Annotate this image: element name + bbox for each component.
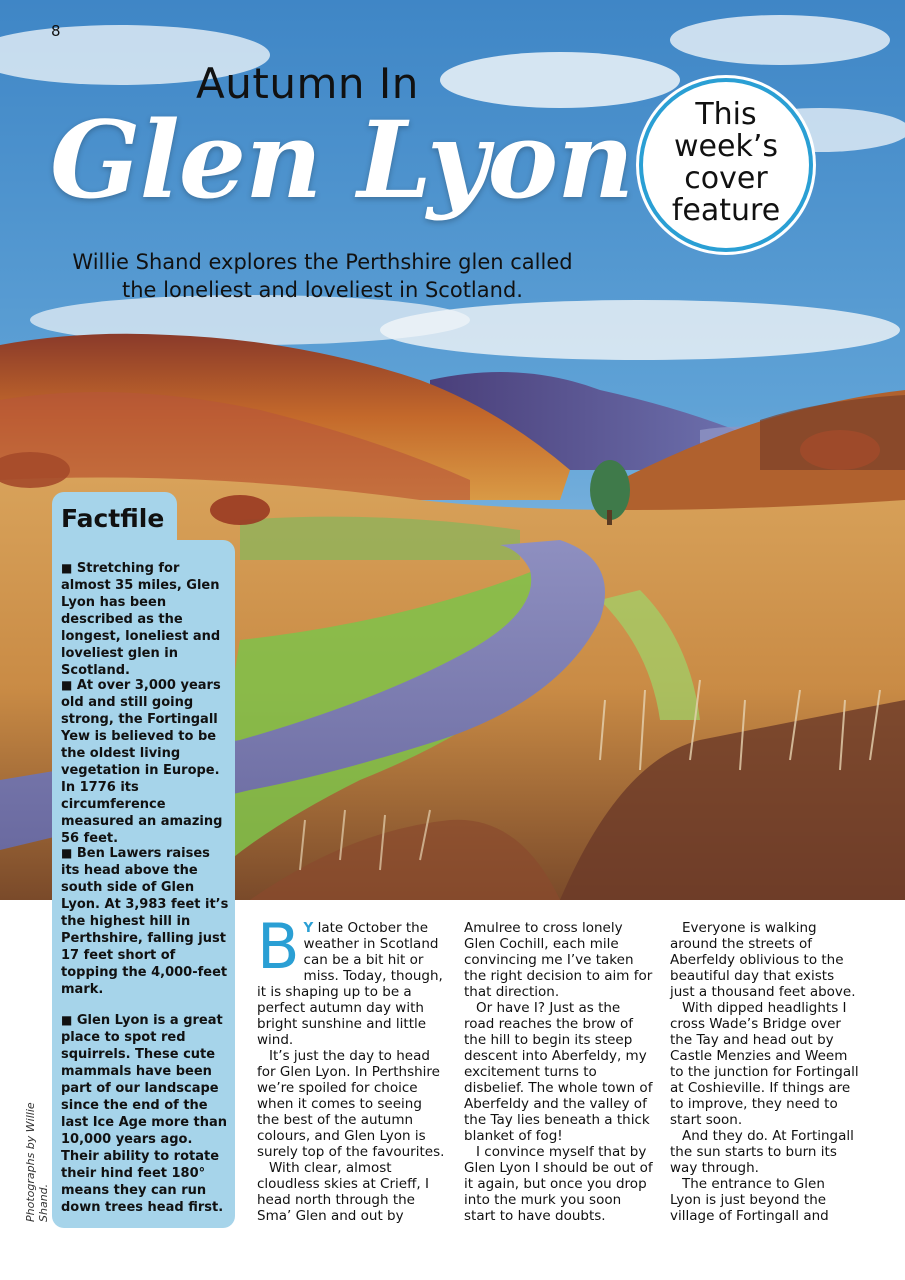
- standfirst-line-2: the loneliest and loveliest in Scotland.: [122, 278, 523, 302]
- fact-text: Ben Lawers raises its head above the south side of Glen Lyon. At 3,983 feet it’s the highest hill in Perthshire, falling just 17 feet short of topping the 4,000-feet mark.: [61, 846, 229, 997]
- standfirst: [50, 248, 595, 304]
- article-paragraph: [257, 910, 447, 1048]
- article-paragraph: With dipped headlights I cross Wade’s Bridge over the Tay and head out by Castle Menzies and Weem to the junction for Fortingall at Coshieville. If things are to improve, they need to start soon.: [670, 1000, 859, 1128]
- standfirst-line-1: Willie Shand explores the Perthshire glen called: [72, 250, 573, 274]
- article-paragraph: Amulree to cross lonely Glen Cochill, each mile convincing me I’ve taken the right decision to aim for that direction.: [464, 920, 653, 1000]
- article-paragraph: And they do. At Fortingall the sun starts to burn its way through.: [670, 1128, 854, 1176]
- page-number: 8: [51, 22, 61, 40]
- fact-item: [61, 560, 231, 679]
- article-paragraph: Everyone is walking around the streets of Aberfeldy oblivious to the beautiful day that exists just a thousand feet above.: [670, 920, 856, 1000]
- cover-feature-text: This week’s cover feature: [671, 97, 781, 228]
- article-text: late October the weather in Scotland can be a bit hit or miss. Today, though, it is shaping up to be a perfect autumn day with bright sunshine and little wind.: [257, 920, 443, 1048]
- fact-text: Stretching for almost 35 miles, Glen Lyon has been described as the longest, loneliest and loveliest glen in Scotland.: [61, 561, 221, 678]
- bullet-square-icon: ■: [61, 846, 73, 860]
- fact-text: At over 3,000 years old and still going strong, the Fortingall Yew is believed to be the oldest living vegetation in Europe. In 1776 its circumference measured an amazing 56 feet.: [61, 678, 223, 846]
- bullet-square-icon: ■: [61, 678, 73, 692]
- article-column-3: [670, 920, 860, 1224]
- page-title: Glen Lyon: [50, 97, 634, 222]
- drop-cap-tail: Y: [303, 920, 314, 936]
- article-paragraph: It’s just the day to head for Glen Lyon. In Perthshire we’re spoiled for choice when it comes to seeing the best of the autumn colours, and Glen Lyon is surely top of the favourites.: [257, 1048, 445, 1160]
- photo-credit: Photographs by Willie Shand.: [24, 1102, 50, 1222]
- drop-cap: B: [257, 910, 300, 983]
- bullet-square-icon: ■: [61, 561, 73, 575]
- article-column-1: [257, 910, 447, 1224]
- fact-item: [61, 677, 231, 847]
- cover-feature-badge: [643, 82, 809, 248]
- fact-item: [61, 845, 231, 998]
- title-kicker: Autumn In: [196, 59, 419, 108]
- article-paragraph: Or have I? Just as the road reaches the brow of the hill to begin its steep descent into Aberfeldy, my excitement turns to disbelief. The whole town of Aberfeldy and the valley of the Tay lies beneath a thick blanket of fog!: [464, 1000, 653, 1144]
- article-column-2: [464, 920, 654, 1224]
- factfile-title: Factfile: [61, 504, 165, 533]
- article-paragraph: The entrance to Glen Lyon is just beyond the village of Fortingall and: [670, 1176, 829, 1224]
- article-paragraph: I convince myself that by Glen Lyon I should be out of it again, but once you drop into the murk you soon start to have doubts.: [464, 1144, 653, 1224]
- article-paragraph: With clear, almost cloudless skies at Crieff, I head north through the Sma’ Glen and out by: [257, 1160, 429, 1224]
- fact-text: Glen Lyon is a great place to spot red squirrels. These cute mammals have been part of our landscape since the end of the last Ice Age more than 10,000 years ago. Their ability to rotate their hind feet 180° means they can run down trees head first.: [61, 1013, 228, 1215]
- bullet-square-icon: ■: [61, 1013, 73, 1027]
- fact-item: [61, 1012, 231, 1216]
